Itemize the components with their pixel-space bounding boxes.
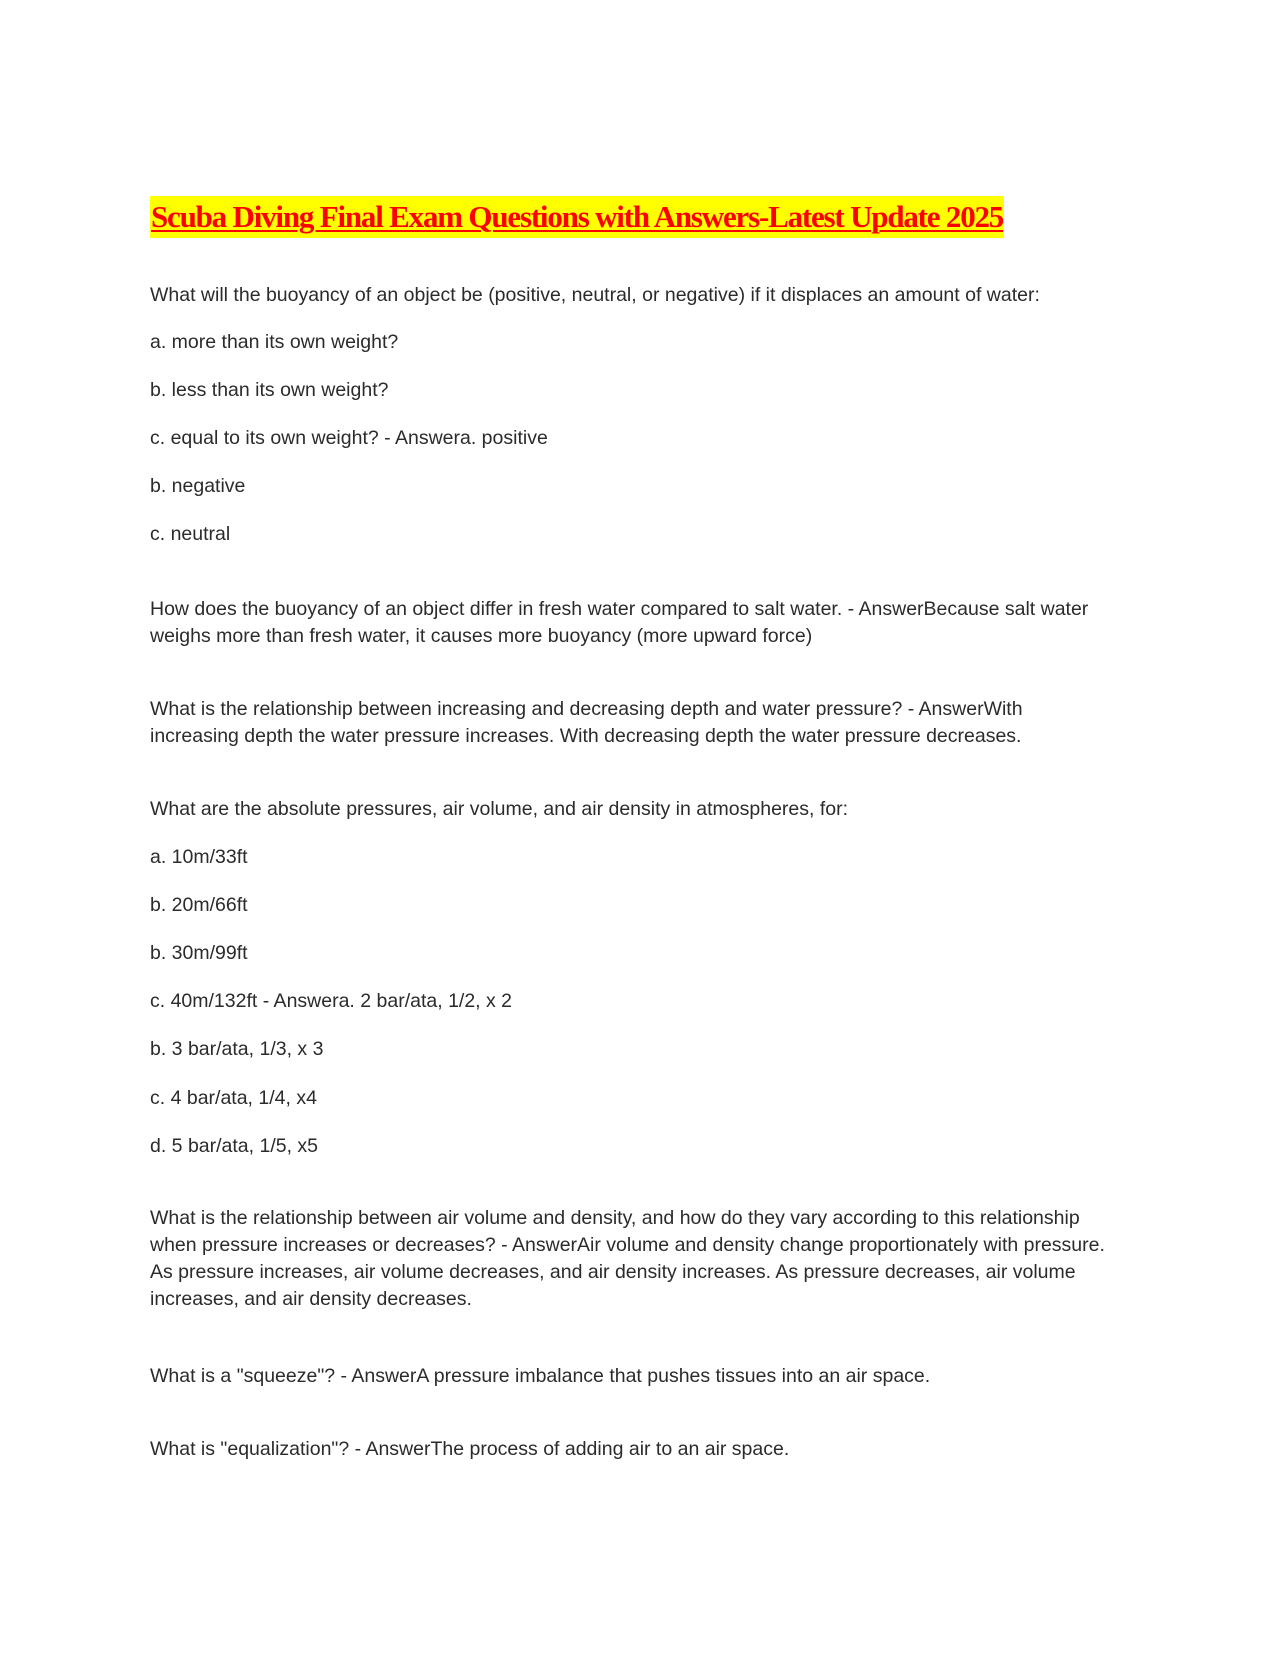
question-5: What is the relationship between air volume and density, and how do they vary according to this relationship when pressure increases or decreases? - AnswerAir volume and density change proportionately with pressure. As pressure increases, air volume decreases, and air density increases. As pressure decreases, air volume increases, and air density decreases. (150, 1207, 1105, 1310)
document-title: Scuba Diving Final Exam Questions with Answers-Latest Update 2025 (150, 196, 1004, 238)
document-page (150, 196, 1130, 238)
question-7: What is "equalization"? - AnswerThe process of adding air to an air space. (150, 1438, 790, 1460)
question-1-line: What will the buoyancy of an object be (positive, neutral, or negative) if it displaces an amount of water: (150, 284, 1040, 306)
question-1-line: c. equal to its own weight? - Answera. positive (150, 427, 548, 449)
question-4-line: a. 10m/33ft (150, 846, 248, 868)
question-1-line: a. more than its own weight? (150, 331, 399, 353)
question-4-line: d. 5 bar/ata, 1/5, x5 (150, 1135, 319, 1157)
question-2: How does the buoyancy of an object differ in fresh water compared to salt water. - AnswerBecause salt water weighs more than fresh water, it causes more buoyancy (more upward force) (150, 598, 1089, 647)
question-4-line: What are the absolute pressures, air volume, and air density in atmospheres, for: (150, 798, 849, 820)
question-4-line: b. 3 bar/ata, 1/3, x 3 (150, 1038, 324, 1060)
question-1-line: b. negative (150, 475, 246, 497)
question-3: What is the relationship between increasing and decreasing depth and water pressure? - AnswerWith increasing depth the water pressure increases. With decreasing depth the water pressure decreases. (150, 698, 1023, 747)
question-1-line: b. less than its own weight? (150, 379, 389, 401)
question-4-line: b. 30m/99ft (150, 942, 248, 964)
question-1-line: c. neutral (150, 523, 231, 545)
question-6: What is a "squeeze"? - AnswerA pressure imbalance that pushes tissues into an air space. (150, 1365, 931, 1387)
question-4-line: c. 4 bar/ata, 1/4, x4 (150, 1087, 317, 1109)
question-4-line: c. 40m/132ft - Answera. 2 bar/ata, 1/2, x 2 (150, 990, 513, 1012)
question-4-line: b. 20m/66ft (150, 894, 248, 916)
